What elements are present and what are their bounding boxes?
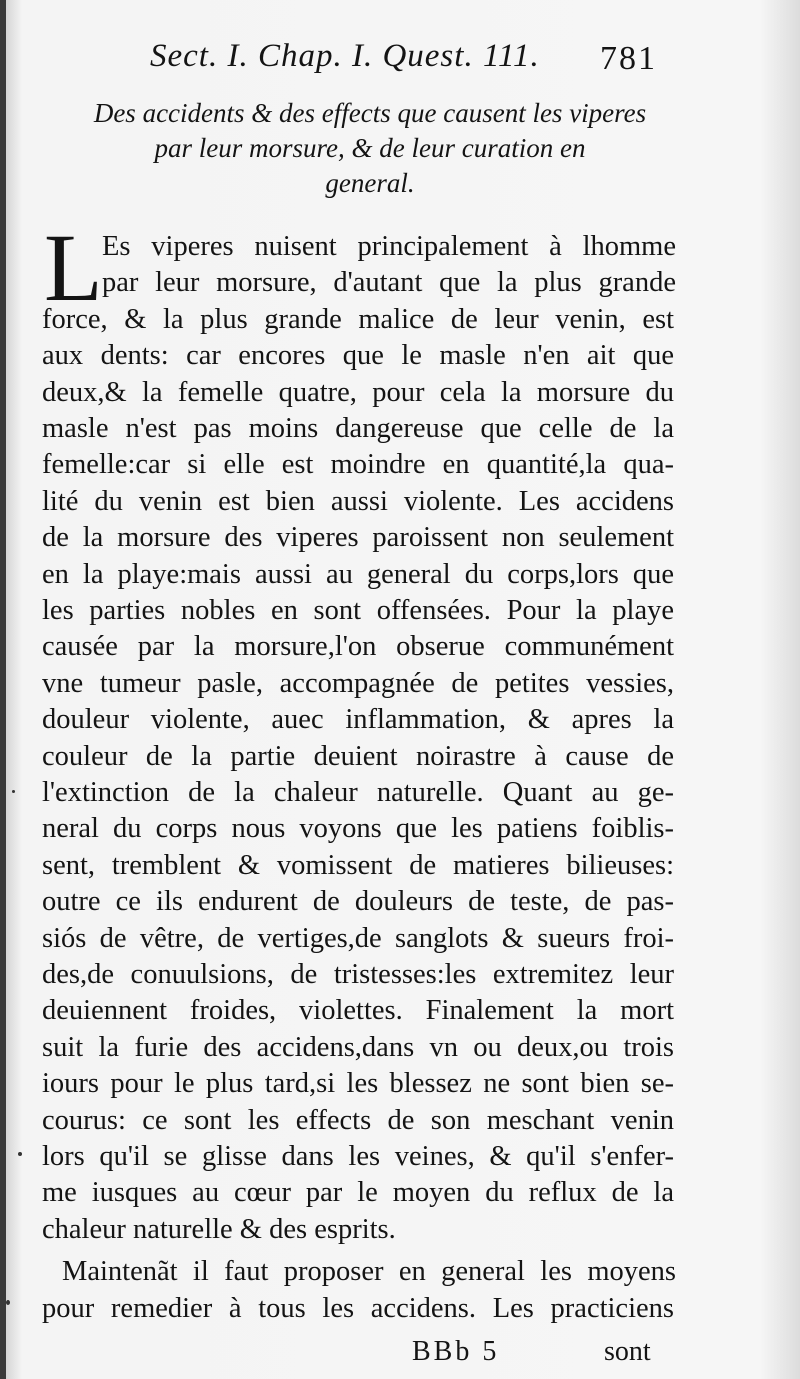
text-line: femelle:car si elle est moindre en quantité,la qua-: [42, 449, 674, 481]
text-line: Maintenãt il faut proposer en general les moyens: [62, 1256, 676, 1288]
text-line: Es viperes nuisent principalement à lhomme: [102, 231, 676, 262]
text-line: aux dents: car encores que le masle n'en ait que: [42, 340, 674, 372]
page-edge-shadow: [0, 0, 6, 1379]
text-line: vne tumeur pasle, accompagnée de petites vessies,: [42, 667, 674, 699]
text-line: masle n'est pas moins dangereuse que celle de la: [42, 413, 674, 444]
text-line: l'extinction de la chaleur naturelle. Quant au ge-: [42, 777, 674, 808]
text-line: par leur morsure, d'autant que la plus grande: [102, 267, 676, 299]
text-line: douleur violente, auec inflammation, & apres la: [42, 704, 674, 736]
ink-speck: [18, 1152, 22, 1156]
text-line: siós de vêtre, de vertiges,de sanglots & sueurs froi-: [42, 922, 674, 954]
text-line: chaleur naturelle & des esprits.: [42, 1213, 396, 1245]
text-line: des,de conuulsions, de tristesses:les extremitez leur: [42, 959, 674, 990]
text-line: outre ce ils endurent de douleurs de teste, de pas-: [42, 886, 674, 918]
text-line: lors qu'il se glisse dans les veines, & qu'il s'enfer-: [42, 1141, 674, 1172]
page-number: 781: [600, 40, 657, 77]
section-heading: [40, 96, 700, 201]
text-line: lité du venin est bien aussi violente. Les accidens: [42, 485, 674, 517]
drop-cap: L: [44, 214, 103, 321]
text-line: de la morsure des viperes paroissent non seulement: [42, 522, 674, 554]
heading-line: par leur morsure, & de leur curation en: [154, 133, 586, 163]
text-line: couleur de la partie deuient noirastre à cause de: [42, 740, 674, 772]
text-line: suit la furie des accidens,dans vn ou deux,ou trois: [42, 1031, 674, 1063]
text-line: neral du corps nous voyons que les patiens foiblis-: [42, 813, 674, 845]
text-line: courus: ce sont les effects de son meschant venin: [42, 1104, 674, 1136]
running-head: Sect. I. Chap. I. Quest. 111.: [150, 38, 540, 74]
text-line: deuiennent froides, violettes. Finalement la mort: [42, 995, 674, 1027]
heading-line: general.: [325, 168, 415, 198]
catchword: sont: [604, 1336, 651, 1367]
text-line: iours pour le plus tard,si les blessez ne sont bien se-: [42, 1068, 674, 1100]
text-line: les parties nobles en sont offensées. Pour la playe: [42, 595, 674, 626]
signature-mark: BBb 5: [412, 1336, 500, 1367]
text-line: pour remedier à tous les accidens. Les practiciens: [42, 1292, 674, 1324]
text-line: deux,& la femelle quatre, pour cela la morsure du: [42, 376, 674, 408]
ink-speck: [6, 1300, 10, 1305]
ink-speck: [12, 790, 15, 793]
heading-line: Des accidents & des effects que causent les viperes: [93, 98, 647, 128]
text-line: causée par la morsure,l'on obserue communément: [42, 631, 674, 663]
text-line: sent, tremblent & vomissent de matieres bilieuses:: [42, 849, 674, 881]
text-line: en la playe:mais aussi au general du corps,lors que: [42, 558, 674, 590]
text-line: me iusques au cœur par le moyen du reflux de la: [42, 1177, 674, 1209]
text-line: force, & la plus grande malice de leur venin, est: [42, 303, 674, 335]
